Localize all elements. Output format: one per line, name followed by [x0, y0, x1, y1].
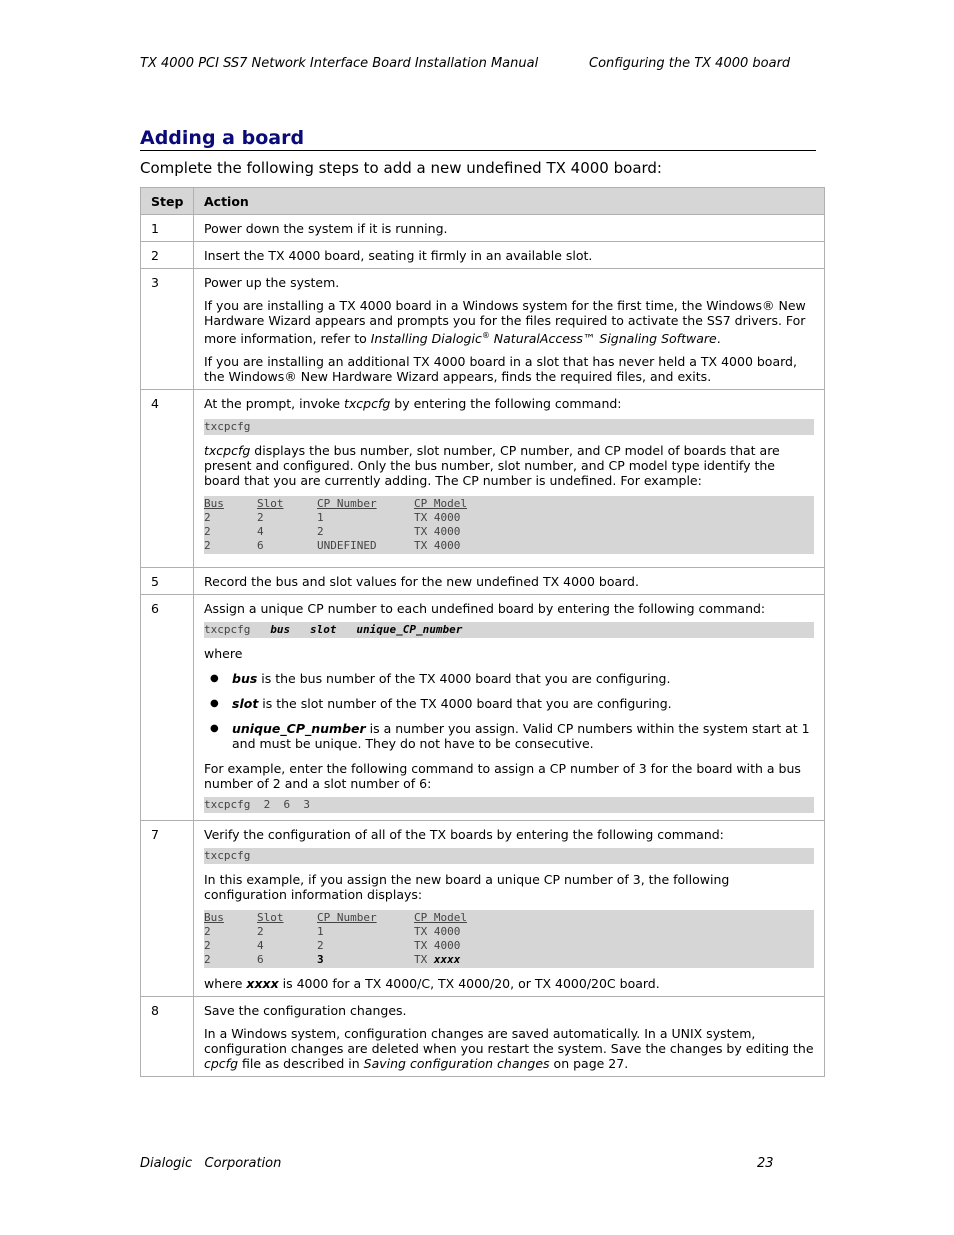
step-action	[194, 242, 825, 269]
output-cell: 2	[204, 525, 211, 539]
output-cell: 6	[257, 539, 264, 553]
output-cell: 2	[204, 539, 211, 553]
text-run: If you are installing a TX 4000 board in a Windows system for the first time, the Windows® New Hardware Wizard appears and prompts you for the files required to activate the SS7 drivers. For more information, refer to	[204, 298, 806, 347]
step-text: Record the bus and slot values for the new undefined TX 4000 board.	[204, 574, 639, 590]
step-text: Save the configuration changes.	[204, 1003, 407, 1019]
step-text	[204, 396, 814, 411]
output-cell: UNDEFINED	[317, 539, 377, 553]
output-header-bus: Bus	[204, 497, 224, 511]
step-action	[194, 215, 825, 242]
text-run: displays the bus number, slot number, CP number, and CP model of boards that are present and configured. Only the bus number, slot number, and CP model type identify the board that you are currently adding. The CP number is undefined. For example:	[204, 443, 780, 489]
output-cell: TX 4000	[414, 525, 461, 539]
step-paragraph	[204, 298, 814, 346]
output-cell: 1	[317, 511, 324, 525]
output-cell: 2	[257, 511, 264, 525]
text-run: by entering the following command:	[390, 396, 622, 412]
command-output-block	[204, 910, 814, 968]
step-paragraph	[204, 976, 814, 991]
output-cell: 2	[204, 511, 211, 525]
placeholder-term: xxxx	[246, 976, 279, 992]
step-action	[194, 821, 825, 997]
step-row-8	[141, 997, 825, 1077]
document-reference	[371, 331, 717, 346]
text-run: At the prompt, invoke	[204, 396, 344, 412]
step-text: Power down the system if it is running.	[204, 221, 448, 236]
output-cell: TX 4000	[414, 539, 461, 553]
file-name: cpcfg	[204, 1056, 239, 1072]
output-header-bus: Bus	[204, 911, 224, 925]
code-text: txcpcfg 2 6 3	[204, 798, 310, 812]
output-cell: 2	[204, 925, 211, 939]
output-cell: 2	[317, 939, 324, 953]
step-action	[194, 390, 825, 568]
text-run: on page 27.	[549, 1056, 629, 1072]
step-number: 7	[141, 821, 194, 997]
step-number: 3	[141, 269, 194, 390]
step-number: 4	[141, 390, 194, 568]
text-run: where	[204, 976, 247, 992]
step-action	[194, 595, 825, 821]
step-action	[194, 568, 825, 595]
list-item	[204, 671, 814, 686]
list-item	[204, 721, 814, 751]
output-cell: TX	[414, 953, 428, 967]
running-header-chapter: Configuring the TX 4000 board	[589, 56, 791, 71]
output-header-row	[204, 497, 814, 511]
command-name: txcpcfg	[204, 623, 251, 637]
step-number: 6	[141, 595, 194, 821]
step-paragraph	[204, 1026, 814, 1071]
command-syntax-block	[204, 622, 814, 638]
output-header-cp-number: CP Number	[317, 911, 377, 925]
where-label: where	[204, 646, 243, 662]
step-number: 1	[141, 215, 194, 242]
output-row	[204, 953, 814, 967]
step-text: Verify the configuration of all of the TX boards by entering the following command:	[204, 827, 724, 843]
step-number: 2	[141, 242, 194, 269]
command-name: txcpcfg	[204, 443, 251, 459]
output-cell: 4	[257, 525, 264, 539]
output-header-cp-model: CP Model	[414, 497, 467, 511]
section-intro: Complete the following steps to add a new undefined TX 4000 board:	[140, 159, 662, 177]
table-header-row	[141, 188, 825, 215]
output-row	[204, 511, 814, 525]
output-header-cp-number: CP Number	[317, 497, 377, 511]
argument-list	[204, 671, 814, 751]
output-row	[204, 939, 814, 953]
command-name: txcpcfg	[344, 396, 391, 412]
code-block	[204, 797, 814, 813]
text-run: In a Windows system, configuration changes are saved automatically. In a UNIX system, configuration changes are deleted when you restart the system. Save the changes by editing the	[204, 1026, 814, 1057]
output-cell: 4	[257, 939, 264, 953]
code-block: txcpcfg	[204, 419, 814, 435]
step-row-4	[141, 390, 825, 568]
step-paragraph: For example, enter the following command to assign a CP number of 3 for the board with a bus number of 2 and a slot number of 6:	[204, 761, 801, 792]
step-action	[194, 269, 825, 390]
footer-company: Dialogic Corporation	[140, 1156, 282, 1171]
output-cell: TX 4000	[414, 925, 461, 939]
argument-term: slot	[232, 696, 259, 712]
step-row-7	[141, 821, 825, 997]
output-cell: 2	[204, 939, 211, 953]
step-paragraph: In this example, if you assign the new board a unique CP number of 3, the following configuration information displays:	[204, 872, 730, 903]
step-number: 8	[141, 997, 194, 1077]
code-block: txcpcfg	[204, 848, 814, 864]
text-run: is the bus number of the TX 4000 board that you are configuring.	[257, 671, 671, 687]
text-run: is the slot number of the TX 4000 board that you are configuring.	[258, 696, 672, 712]
step-row-3	[141, 269, 825, 390]
cross-reference-link[interactable]: Saving configuration changes	[363, 1056, 550, 1072]
step-action	[194, 997, 825, 1077]
output-cell: 6	[257, 953, 264, 967]
running-header-title: TX 4000 PCI SS7 Network Interface Board Installation Manual	[140, 56, 539, 71]
step-row-5	[141, 568, 825, 595]
step-paragraph	[204, 443, 814, 488]
output-row	[204, 525, 814, 539]
output-cell: 2	[317, 525, 324, 539]
output-header-row	[204, 911, 814, 925]
output-header-slot: Slot	[257, 911, 284, 925]
output-header-cp-model: CP Model	[414, 911, 467, 925]
step-row-6	[141, 595, 825, 821]
output-cell: TX 4000	[414, 939, 461, 953]
output-cell-placeholder: xxxx	[433, 953, 461, 967]
column-header-action: Action	[194, 188, 825, 215]
step-text: Insert the TX 4000 board, seating it firmly in an available slot.	[204, 248, 593, 263]
command-output-block	[204, 496, 814, 554]
column-header-step: Step	[141, 188, 194, 215]
step-number: 5	[141, 568, 194, 595]
section-title: Adding a board	[140, 127, 816, 151]
step-text: Power up the system.	[204, 275, 340, 290]
output-cell: 1	[317, 925, 324, 939]
text-run: is a number you assign. Valid CP numbers within the system start at 1 and must be unique. They do not have to be consecutive.	[232, 721, 810, 752]
step-row-2	[141, 242, 825, 269]
argument-term: unique_CP_number	[232, 721, 366, 737]
output-cell: TX 4000	[414, 511, 461, 525]
output-cell: 2	[204, 953, 211, 967]
text-run: is 4000 for a TX 4000/C, TX 4000/20, or TX 4000/20C board.	[278, 976, 660, 992]
page-number: 23	[757, 1156, 774, 1171]
text-run: .	[716, 331, 721, 347]
output-cell: 2	[257, 925, 264, 939]
arg-unique-cp-number: unique_CP_number	[356, 623, 463, 637]
output-row	[204, 925, 814, 939]
output-cell-new-cp-number: 3	[317, 953, 324, 967]
step-row-1	[141, 215, 825, 242]
output-row	[204, 539, 814, 553]
argument-term: bus	[232, 671, 258, 687]
text-run: Installing Dialogic	[370, 331, 482, 347]
step-paragraph: If you are installing an additional TX 4000 board in a slot that has never held a TX 4000 board, the Windows® New Hardware Wizard appears, finds the required files, and exits.	[204, 354, 797, 385]
text-run: file as described in	[238, 1056, 364, 1072]
arg-slot: slot	[309, 623, 337, 637]
list-item	[204, 696, 814, 711]
text-run: NaturalAccess™ Signaling Software	[489, 331, 717, 347]
steps-table	[140, 187, 825, 1077]
registered-mark: ®	[481, 331, 490, 340]
step-text: Assign a unique CP number to each undefined board by entering the following command:	[204, 601, 766, 617]
output-header-slot: Slot	[257, 497, 284, 511]
arg-bus: bus	[270, 623, 291, 637]
